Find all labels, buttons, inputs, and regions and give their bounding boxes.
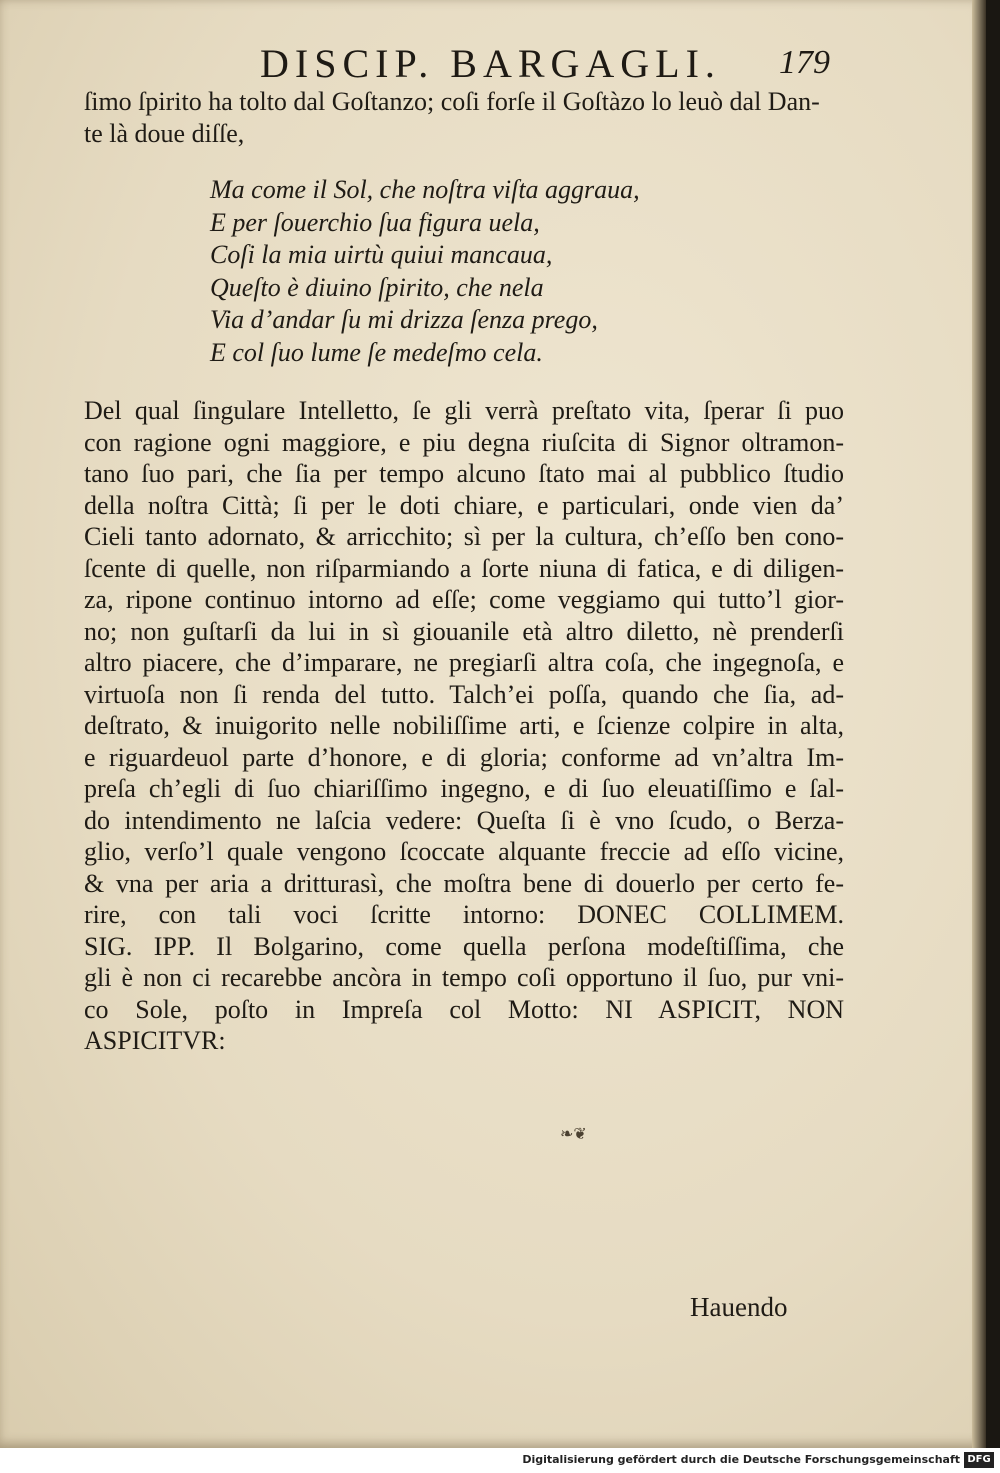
- text-line: SIG. IPP. Il Bolgarino, come quella perſona modeſtiſſima, che: [84, 931, 844, 961]
- text-line: ſcente di quelle, non riſparmiando a ſorte niuna di fatica, e di diligen-: [84, 553, 844, 583]
- verse-line: E per ſouerchio ſua figura uela,: [210, 207, 540, 237]
- running-title: DISCIP. BARGAGLI.: [260, 41, 721, 86]
- page-header: [260, 40, 840, 90]
- text-line: altro piacere, che d’imparare, ne pregiarſi altra coſa, che ingegnoſa, e: [84, 648, 844, 677]
- text-line: con ragione ogni maggiore, e piu degna riuſcita di Signor oltramon-: [84, 427, 844, 457]
- text-line: e riguardeuol parte d’honore, e di gloria; conforme ad vn’altra Im-: [84, 742, 844, 772]
- verse-quotation: [210, 174, 680, 369]
- text-line: Cieli tanto adornato, & arricchito; sì per la cultura, ch’eſſo ben cono-: [84, 522, 844, 551]
- text-line: preſa ch’egli di ſuo chiariſſimo ingegno, e di ſuo eleuatiſſimo e ſal-: [84, 774, 844, 803]
- body-paragraph: [84, 395, 844, 1057]
- verse-line: Coſi la mia uirtù quiui mancaua,: [210, 240, 553, 269]
- printer-ornament-icon: ❧❦: [560, 1126, 587, 1143]
- catchword: Hauendo: [690, 1292, 788, 1322]
- text-line: do intendimento ne laſcia vedere: Queſta ſi è vno ſcudo, o Berza-: [84, 805, 844, 835]
- verse-line: Via d’andar ſu mi drizza ſenza prego,: [210, 305, 598, 334]
- text-line: glio, verſo’l quale vengono ſcoccate alquante freccie ad eſſo vicine,: [84, 837, 844, 866]
- text-line: ſimo ſpirito ha tolto dal Goſtanzo; coſi forſe il Goſtàzo lo leuò dal Dan-: [84, 87, 820, 116]
- text-line: ASPICITVR:: [84, 1026, 226, 1055]
- text-line: deſtrato, & inuigorito nelle nobiliſſime arti, e ſcienze colpire in alta,: [84, 711, 844, 740]
- text-line: Del qual ſingulare Intelletto, ſe gli verrà preſtato vita, ſperar ſi puo: [84, 396, 844, 425]
- verse-line: Ma come il Sol, che noſtra viſta aggraua,: [210, 175, 640, 204]
- intro-paragraph: [84, 86, 844, 149]
- text-line: della noſtra Città; ſi per le doti chiare, e particulari, onde vien da’: [84, 490, 844, 520]
- text-line: no; non guſtarſi da lui in sì giouanile età altro diletto, nè prenderſi: [84, 616, 844, 646]
- text-line: tano ſuo pari, che ſia per tempo alcuno ſtato mai al pubblico ſtudio: [84, 459, 844, 488]
- verse-line: E col ſuo lume ſe medeſmo cela.: [210, 337, 543, 367]
- footer-credit: Digitalisierung gefördert durch die Deutsche Forschungsgemeinschaft: [522, 1453, 960, 1466]
- text-line: za, ripone continuo intorno ad eſſe; come veggiamo qui tutto’l gior-: [84, 585, 844, 614]
- page-edge: [972, 0, 986, 1448]
- digitization-footer: [0, 1448, 1000, 1473]
- text-line: gli è non ci recarebbe ancòra in tempo coſi opportuno il ſuo, pur vni-: [84, 963, 844, 992]
- text-line: & vna per aria a dritturasì, che moſtra bene di douerlo per certo fe-: [84, 868, 844, 898]
- text-line: co Sole, poſto in Impreſa col Motto: NI ASPICIT, NON: [84, 994, 844, 1024]
- text-line: rire, con tali voci ſcritte intorno: DONEC COLLIMEM.: [84, 900, 844, 929]
- text-line: te là doue diſſe,: [84, 118, 245, 148]
- text-line: virtuoſa non ſi renda del tutto. Talch’ei poſſa, quando che ſia, ad-: [84, 679, 844, 709]
- verse-line: Queſto è diuino ſpirito, che nela: [210, 272, 544, 302]
- page-number: 179: [779, 44, 830, 81]
- dfg-logo-icon: DFG: [964, 1452, 994, 1468]
